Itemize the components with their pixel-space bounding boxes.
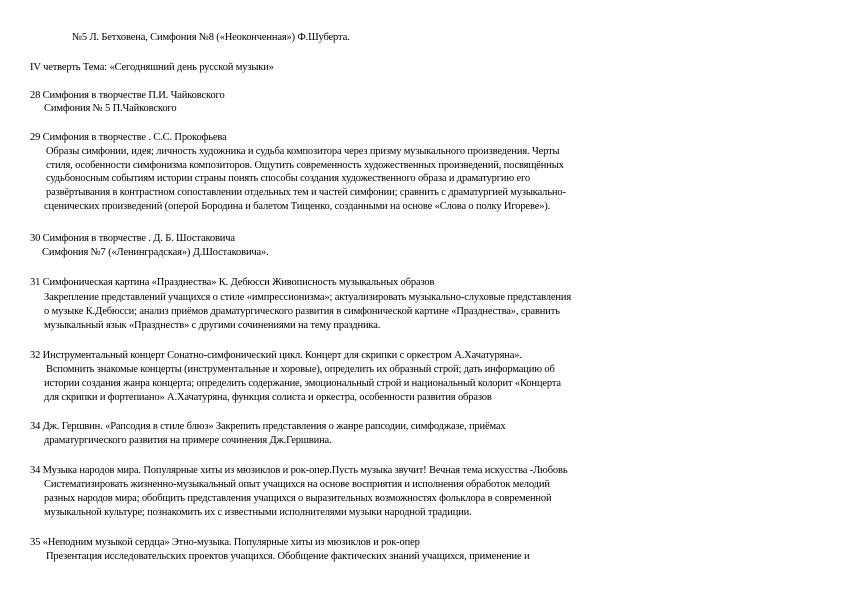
quarter-heading: IV четверть Тема: «Сегодняшний день русской музыки» xyxy=(30,62,274,73)
lesson-34-world-music-text-3: музыкальной культуре; познакомить их с известными исполнителями музыки народной традиции. xyxy=(44,507,472,518)
lesson-34-gershwin-text: драматургического развития на примере сочинения Дж.Гершвина. xyxy=(44,435,332,446)
line-beethoven-schubert: №5 Л. Бетховена, Симфония №8 («Неоконченная») Ф.Шуберта. xyxy=(72,32,350,43)
lesson-29-text-1: Образы симфонии, идея; личность художника и судьба композитора через призму музыкального произведения. Черты xyxy=(46,146,560,157)
lesson-29-text-4: развёртывания в контрастном сопоставлении отдельных тем и частей симфонии; сравнить с драматургией музыкально- xyxy=(46,187,566,198)
lesson-29-title: 29 Симфония в творчестве . С.С. Прокофьева xyxy=(30,132,227,143)
lesson-32-title: 32 Инструментальный концерт Сонатно-симфонический цикл. Концерт для скрипки с оркестром А.Хачатуряна». xyxy=(30,350,522,361)
lesson-31-title: 31 Симфоническая картина «Празднества» К. Дебюсси Живописность музыкальных образов xyxy=(30,277,435,288)
lesson-35-title: 35 «Неподним музыкой сердца» Этно-музыка. Популярные хиты из мюзиклов и рок-опер xyxy=(30,537,420,548)
lesson-29-text-3: судьбоносным событиям истории страны понять способы создания художественного образа и драматургию его xyxy=(46,173,531,184)
lesson-32-text-3: для скрипки и фортепиано» А.Хачатуряна, функция солиста и оркестра, особенности развития образов xyxy=(44,392,492,403)
lesson-31-text-1: Закрепление представлений учащихся о стиле «импрессионизма»; актуализировать музыкально-слуховые представления xyxy=(44,292,571,303)
lesson-34-world-music-text-1: Систематизировать жизненно-музыкальный опыт учащихся на основе восприятия и исполнения обработок мелодий xyxy=(44,479,550,490)
lesson-31-text-3: музыкальный язык «Празднеств» с другими сочинениями на тему праздника. xyxy=(44,320,381,331)
lesson-34-gershwin-title: 34 Дж. Гершвин. «Рапсодия в стиле блюз» Закрепить представления о жанре рапсодии, симфоджазе, приёмах xyxy=(30,421,506,432)
lesson-35-text-1: Презентация исследовательских проектов учащихся. Обобщение фактических знаний учащихся, применение и xyxy=(46,551,530,562)
lesson-31-text-2: о музыке К.Дебюсси; анализ приёмов драматургического развития в симфонической картине «Празднества», сравнить xyxy=(44,306,560,317)
lesson-32-text-2: истории создания жанра концерта; определить содержание, эмоциональный строй и национальный колорит «Концерта xyxy=(44,378,561,389)
lesson-32-text-1: Вспомнить знакомые концерты (инструментальные и хоровые), определить их образный строй; дать информацию об xyxy=(46,364,555,375)
lesson-30-title: 30 Симфония в творчестве . Д. Б. Шостаковича xyxy=(30,233,235,244)
lesson-34-world-music-title: 34 Музыка народов мира. Популярные хиты из мюзиклов и рок-опер.Пусть музыка звучит! Вечная тема искусства -Любовь xyxy=(30,465,568,476)
lesson-28-subtitle: Симфония № 5 П.Чайковского xyxy=(44,103,177,114)
lesson-29-text-5: сценических произведений (оперой Бородина и балетом Тищенко, созданными на основе «Слова о полку Игореве»). xyxy=(44,201,551,212)
lesson-28-title: 28 Симфония в творчестве П.И. Чайковского xyxy=(30,90,225,101)
lesson-29-text-2: стиля, особенности симфонизма композиторов. Ощутить современность художественных произведений, посвящённых xyxy=(46,160,564,171)
lesson-34-world-music-text-2: разных народов мира; обобщить представления учащихся о выразительных возможностях фольклора в современной xyxy=(44,493,552,504)
lesson-30-subtitle: Симфония №7 («Ленинградская») Д.Шостаковича». xyxy=(42,247,269,258)
